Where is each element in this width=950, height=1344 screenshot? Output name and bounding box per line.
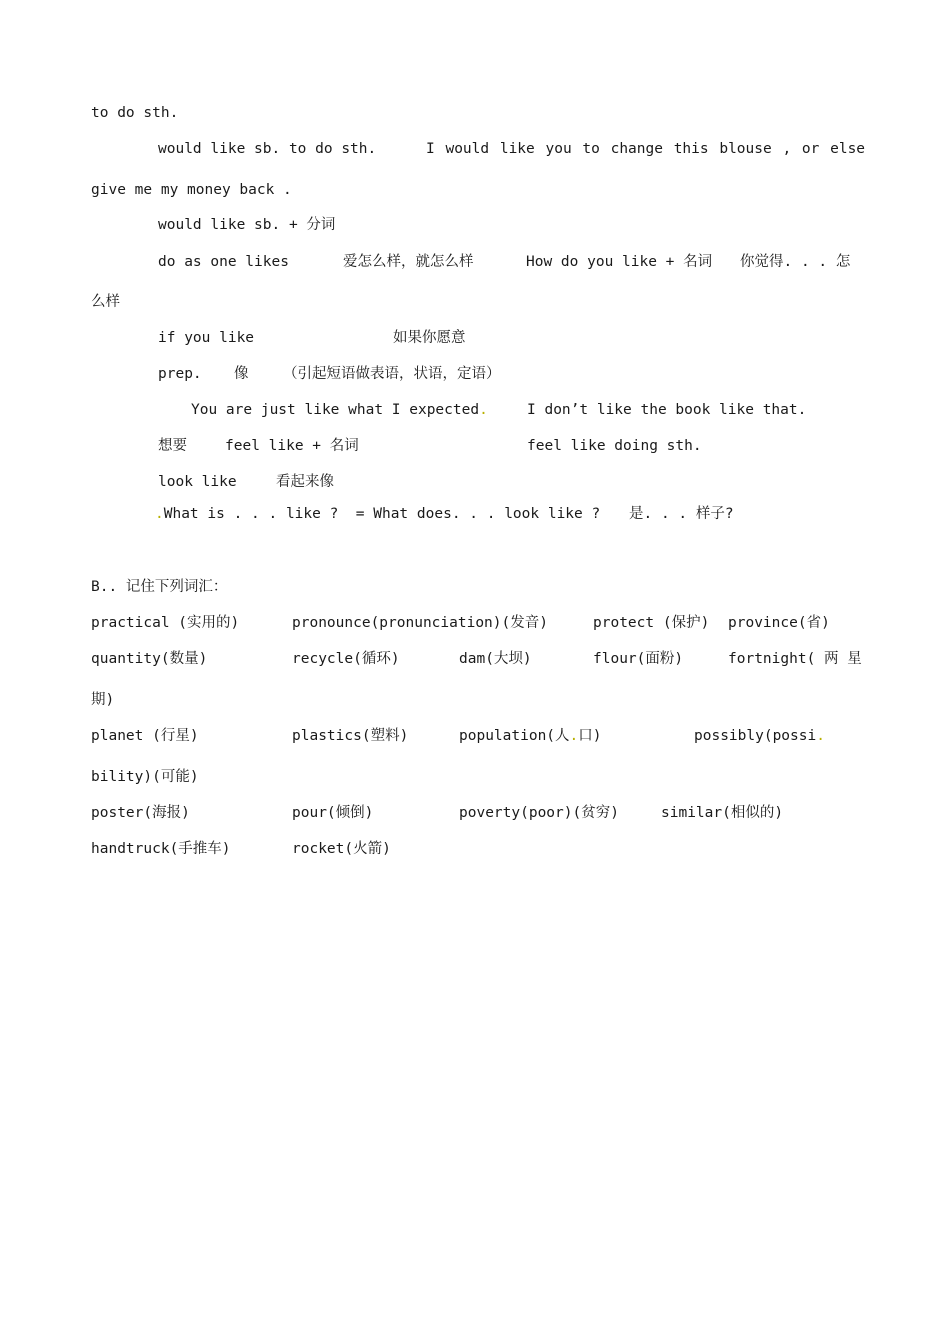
usage-meaning: 像 xyxy=(234,366,249,382)
usage-meaning: 是. . . 样子? xyxy=(629,506,734,522)
vocab-item xyxy=(694,726,825,746)
vocab-item-part: 口) xyxy=(578,728,602,744)
usage-pattern: if you like xyxy=(158,330,255,346)
usage-meaning: 爱怎么样，就怎么样 xyxy=(343,254,474,270)
usage-note: （引起短语做表语，状语，定语） xyxy=(283,366,501,382)
vocab-item: protect (保护) xyxy=(593,615,710,631)
vocab-item: pronounce(pronunciation)(发音) xyxy=(292,615,548,631)
vocab-item: quantity(数量) xyxy=(91,651,208,667)
vocab-item-part: possibly(possi xyxy=(694,728,817,744)
marker-dot: . xyxy=(569,728,579,744)
usage-pattern: prep. xyxy=(158,366,202,382)
usage-pattern xyxy=(155,504,600,524)
usage-pattern: feel like doing sth. xyxy=(527,438,702,454)
usage-meaning: 如果你愿意 xyxy=(393,330,466,346)
usage-example: I don’t like the book like that. xyxy=(527,402,807,418)
usage-pattern: How do you like + 名词 xyxy=(526,254,713,270)
usage-example-text: You are just like what I expected xyxy=(191,402,480,418)
usage-example: I would like you to change this blouse , or else xyxy=(426,141,866,157)
vocab-item-wrap: 期) xyxy=(91,692,115,708)
vocab-item: province(省) xyxy=(728,615,830,631)
marker-dot: . xyxy=(479,402,488,418)
vocab-item-wrap: bility)(可能) xyxy=(91,769,199,785)
marker-dot: . xyxy=(155,506,164,522)
usage-pattern: do as one likes xyxy=(158,254,289,270)
usage-pattern: look like xyxy=(158,474,237,490)
vocab-item: practical (实用的) xyxy=(91,615,240,631)
vocab-heading: B.. 记住下列词汇： xyxy=(91,579,228,595)
usage-pattern-text: What is . . . like ? = What does. . . look like ? xyxy=(163,506,601,522)
vocab-item: poverty(poor)(贫穷) xyxy=(459,805,619,821)
usage-meaning: 你觉得. . . 怎 xyxy=(740,254,851,270)
vocab-item: rocket(火箭) xyxy=(292,841,391,857)
usage-meaning: 看起来像 xyxy=(276,474,334,490)
vocab-item-part: population(人 xyxy=(459,728,570,744)
vocab-item: handtruck(手推车) xyxy=(91,841,231,857)
usage-pattern: would like sb. + 分词 xyxy=(158,217,336,233)
usage-pattern: would like sb. to do sth. xyxy=(158,141,377,157)
usage-example xyxy=(191,400,488,420)
usage-meaning: 想要 xyxy=(158,438,187,454)
vocab-item: plastics(塑料) xyxy=(292,728,409,744)
usage-line: 么样 xyxy=(91,294,120,310)
vocab-item: dam(大坝) xyxy=(459,651,532,667)
vocab-item: similar(相似的) xyxy=(661,805,784,821)
vocab-item: planet (行星) xyxy=(91,728,199,744)
usage-pattern: feel like + 名词 xyxy=(225,438,359,454)
vocab-item xyxy=(459,726,602,746)
vocab-item: poster(海报) xyxy=(91,805,190,821)
vocab-item: fortnight( 两 星 xyxy=(728,651,862,667)
vocab-item: pour(倾倒) xyxy=(292,805,374,821)
vocab-item: flour(面粉) xyxy=(593,651,684,667)
usage-line: to do sth. xyxy=(91,105,179,121)
vocab-item: recycle(循环) xyxy=(292,651,400,667)
usage-line: give me my money back . xyxy=(91,182,292,198)
marker-dot: . xyxy=(816,728,825,744)
